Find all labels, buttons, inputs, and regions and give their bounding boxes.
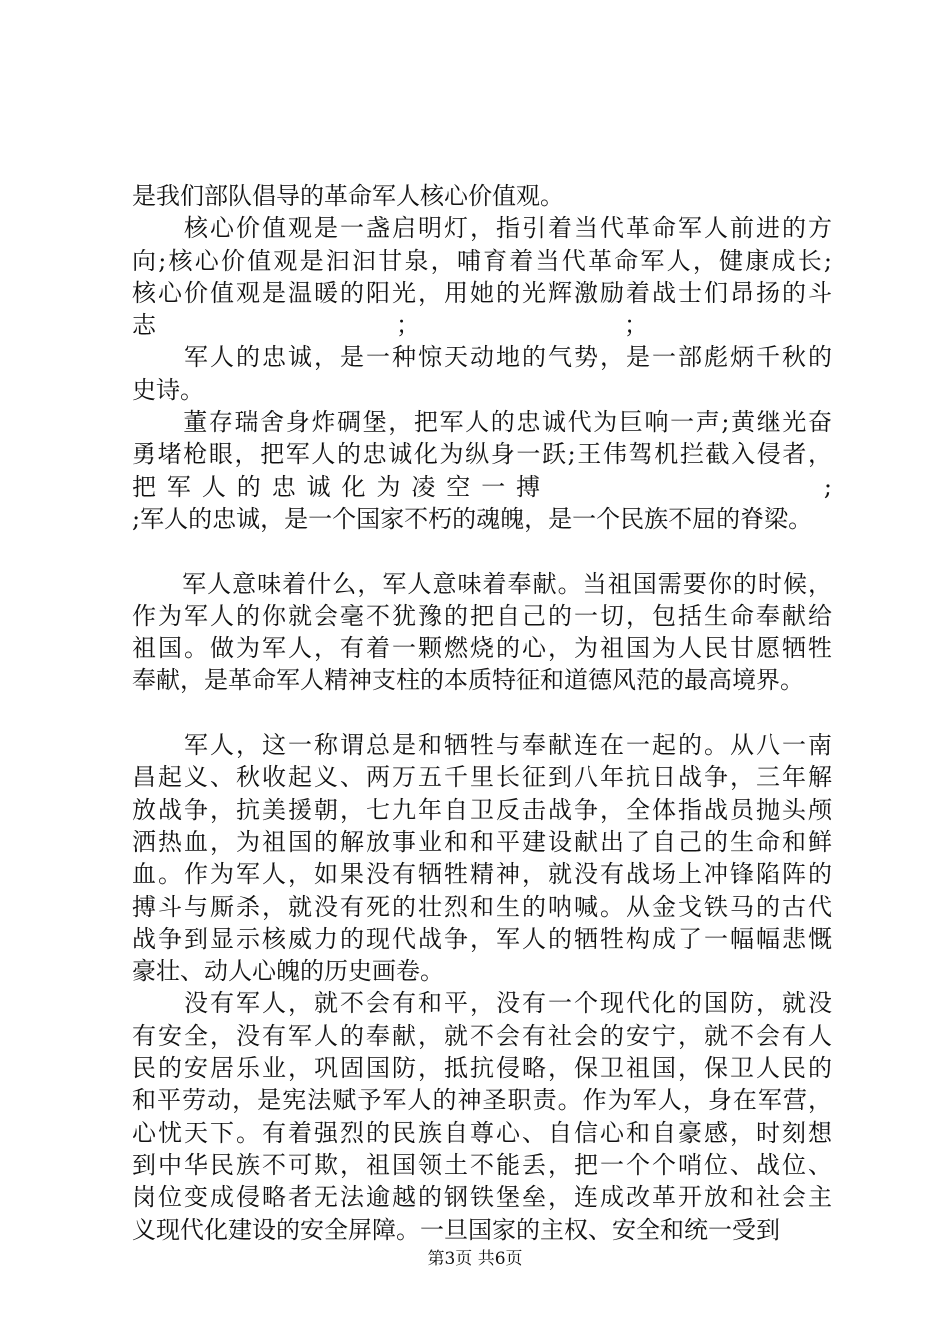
text-line: 和平劳动，是宪法赋予军人的神圣职责。作为军人，身在军营，	[132, 1086, 832, 1115]
text-line: 血。作为军人，如果没有牺牲精神，就没有战场上冲锋陷阵的	[132, 860, 832, 889]
text-line: 搏斗与厮杀，就没有死的壮烈和生的呐喊。从金戈铁马的古代	[132, 892, 832, 921]
text-line: 义现代化建设的安全屏障。一旦国家的主权、安全和统一受到	[132, 1215, 780, 1244]
text-line: ;军人的忠诚，是一个国家不朽的魂魄，是一个民族不屈的脊梁。	[132, 504, 813, 533]
text-line: 志 ； ；	[132, 311, 648, 340]
text-line: 奉献，是革命军人精神支柱的本质特征和道德风范的最高境界。	[132, 666, 804, 695]
text-line: 勇堵枪眼，把军人的忠诚化为纵身一跃;王伟驾机拦截入侵者，	[132, 440, 832, 469]
text-line: 洒热血，为祖国的解放事业和和平建设献出了自己的生命和鲜	[132, 827, 832, 856]
text-line: 有安全，没有军人的奉献，就不会有社会的安宁，就不会有人	[132, 1021, 832, 1050]
text-line: 核心价值观是温暖的阳光，用她的光辉激励着战士们昂扬的斗	[132, 278, 832, 307]
blank-line	[132, 535, 832, 567]
text-line: 核心价值观是一盏启明灯，指引着当代革命军人前进的方	[132, 214, 832, 243]
text-line: 军人的忠诚，是一种惊天动地的气势，是一部彪炳千秋的	[132, 343, 832, 372]
text-line: 豪壮、动人心魄的历史画卷。	[132, 957, 444, 986]
text-line: 没有军人，就不会有和平，没有一个现代化的国防，就没	[132, 989, 832, 1018]
text-line: 董存瑞舍身炸碉堡，把军人的忠诚代为巨响一声;黄继光奋	[132, 408, 832, 437]
body-text	[132, 180, 832, 1246]
text-line: 祖国。做为军人，有着一颗燃烧的心，为祖国为人民甘愿牺牲	[132, 634, 832, 663]
text-line: 放战争，抗美援朝，七九年自卫反击战争，全体指战员抛头颅	[132, 795, 832, 824]
text-line: 是我们部队倡导的革命军人核心价值观。	[132, 182, 564, 210]
text-line: 向;核心价值观是汩汩甘泉，哺育着当代革命军人，健康成长;	[132, 246, 832, 275]
text-line: 把 军 人 的 忠 诚 化 为 凌 空 一 搏 ;	[132, 472, 832, 501]
text-line: 史诗。	[132, 375, 204, 404]
page-footer: 第3页 共6页	[427, 1249, 523, 1269]
text-line: 民的安居乐业，巩固国防，抵抗侵略，保卫祖国，保卫人民的	[132, 1054, 832, 1083]
text-line: 作为军人的你就会毫不犹豫的把自己的一切，包括生命奉献给	[132, 601, 832, 630]
text-line: 昌起义、秋收起义、两万五千里长征到八年抗日战争，三年解	[132, 763, 832, 792]
text-line: 军人意味着什么，军人意味着奉献。当祖国需要你的时候，	[132, 569, 832, 598]
text-line: 战争到显示核威力的现代战争，军人的牺牲构成了一幅幅悲慨	[132, 924, 832, 953]
blank-line	[132, 697, 832, 729]
text-line: 军人，这一称谓总是和牺牲与奉献连在一起的。从八一南	[132, 731, 832, 760]
text-line: 心忧天下。有着强烈的民族自尊心、自信心和自豪感，时刻想	[132, 1118, 832, 1147]
text-line: 到中华民族不可欺，祖国领土不能丢，把一个个哨位、战位、	[132, 1150, 832, 1179]
text-line: 岗位变成侵略者无法逾越的钢铁堡垒，连成改革开放和社会主	[132, 1183, 832, 1212]
